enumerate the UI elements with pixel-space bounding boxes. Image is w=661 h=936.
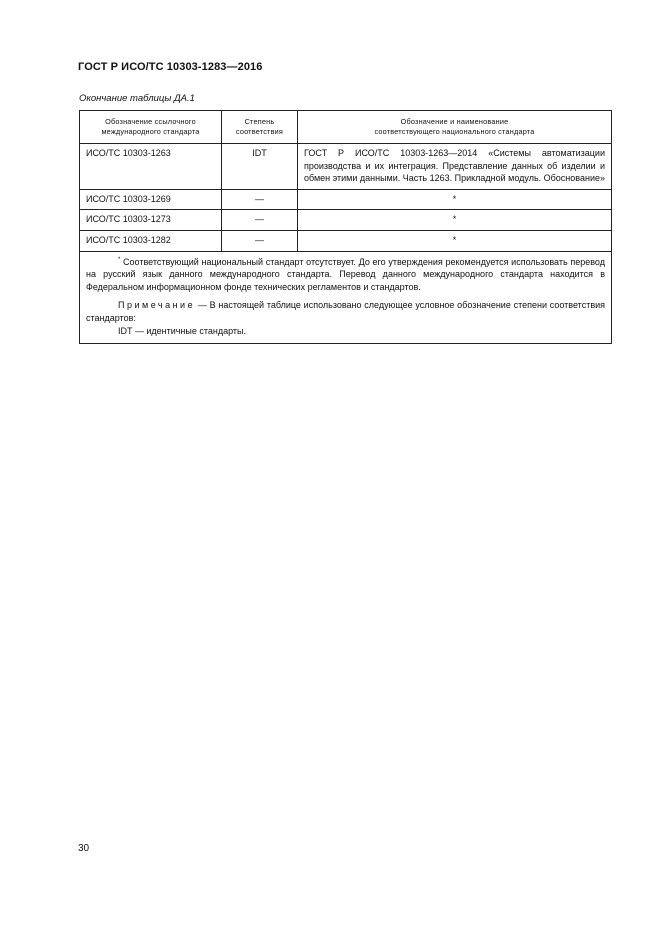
footnote — [86, 256, 605, 294]
degree-cell: IDT — [222, 144, 298, 190]
reference-cell: ИСО/ТС 10303-1282 — [80, 230, 222, 251]
footnote-mark: * — [118, 256, 121, 263]
degree-cell: — — [222, 210, 298, 231]
table-notes-row — [80, 251, 612, 344]
degree-cell: — — [222, 189, 298, 210]
national-standard-cell: * — [298, 230, 612, 251]
correspondence-table — [79, 110, 612, 344]
reference-cell: ИСО/ТС 10303-1263 — [80, 144, 222, 190]
page-number: 30 — [78, 843, 90, 854]
document-header: ГОСТ Р ИСО/ТС 10303-1283—2016 — [78, 61, 263, 73]
table-row — [80, 189, 612, 210]
national-standard-cell: ГОСТ Р ИСО/ТС 10303-1263—2014 «Системы автоматизации производства и их интеграция. Представление данных об изделии и обмен этими данными. Часть 1263. Прикладной модуль. Обоснование» — [298, 144, 612, 190]
header-national-standard: Обозначение и наименование соответствующего национального стандарта — [298, 111, 612, 144]
table-row — [80, 210, 612, 231]
note-text: — В настоящей таблице использовано следующее условное обозначение степени соответствия стандартов: — [86, 300, 605, 323]
header-degree-of-correspondence: Степень соответствия — [222, 111, 298, 144]
table-header-row — [80, 111, 612, 144]
note — [86, 299, 605, 324]
table-row — [80, 230, 612, 251]
table-caption: Окончание таблицы ДА.1 — [79, 93, 195, 104]
national-standard-cell: * — [298, 210, 612, 231]
national-standard-cell: * — [298, 189, 612, 210]
reference-cell: ИСО/ТС 10303-1273 — [80, 210, 222, 231]
footnote-text: Соответствующий национальный стандарт отсутствует. До его утверждения рекомендуется использовать перевод на русский язык данного международного стандарта. Перевод данного международного стандарта находится в Федеральном информационном фонде технических регламентов и стандартов. — [86, 256, 605, 292]
table-notes — [80, 251, 612, 344]
degree-cell: — — [222, 230, 298, 251]
idt-definition: IDT — идентичные стандарты. — [118, 325, 247, 336]
reference-cell: ИСО/ТС 10303-1269 — [80, 189, 222, 210]
note-label: Примечание — [118, 300, 196, 311]
table-row — [80, 144, 612, 190]
header-reference-standard: Обозначение ссылочного международного стандарта — [80, 111, 222, 144]
